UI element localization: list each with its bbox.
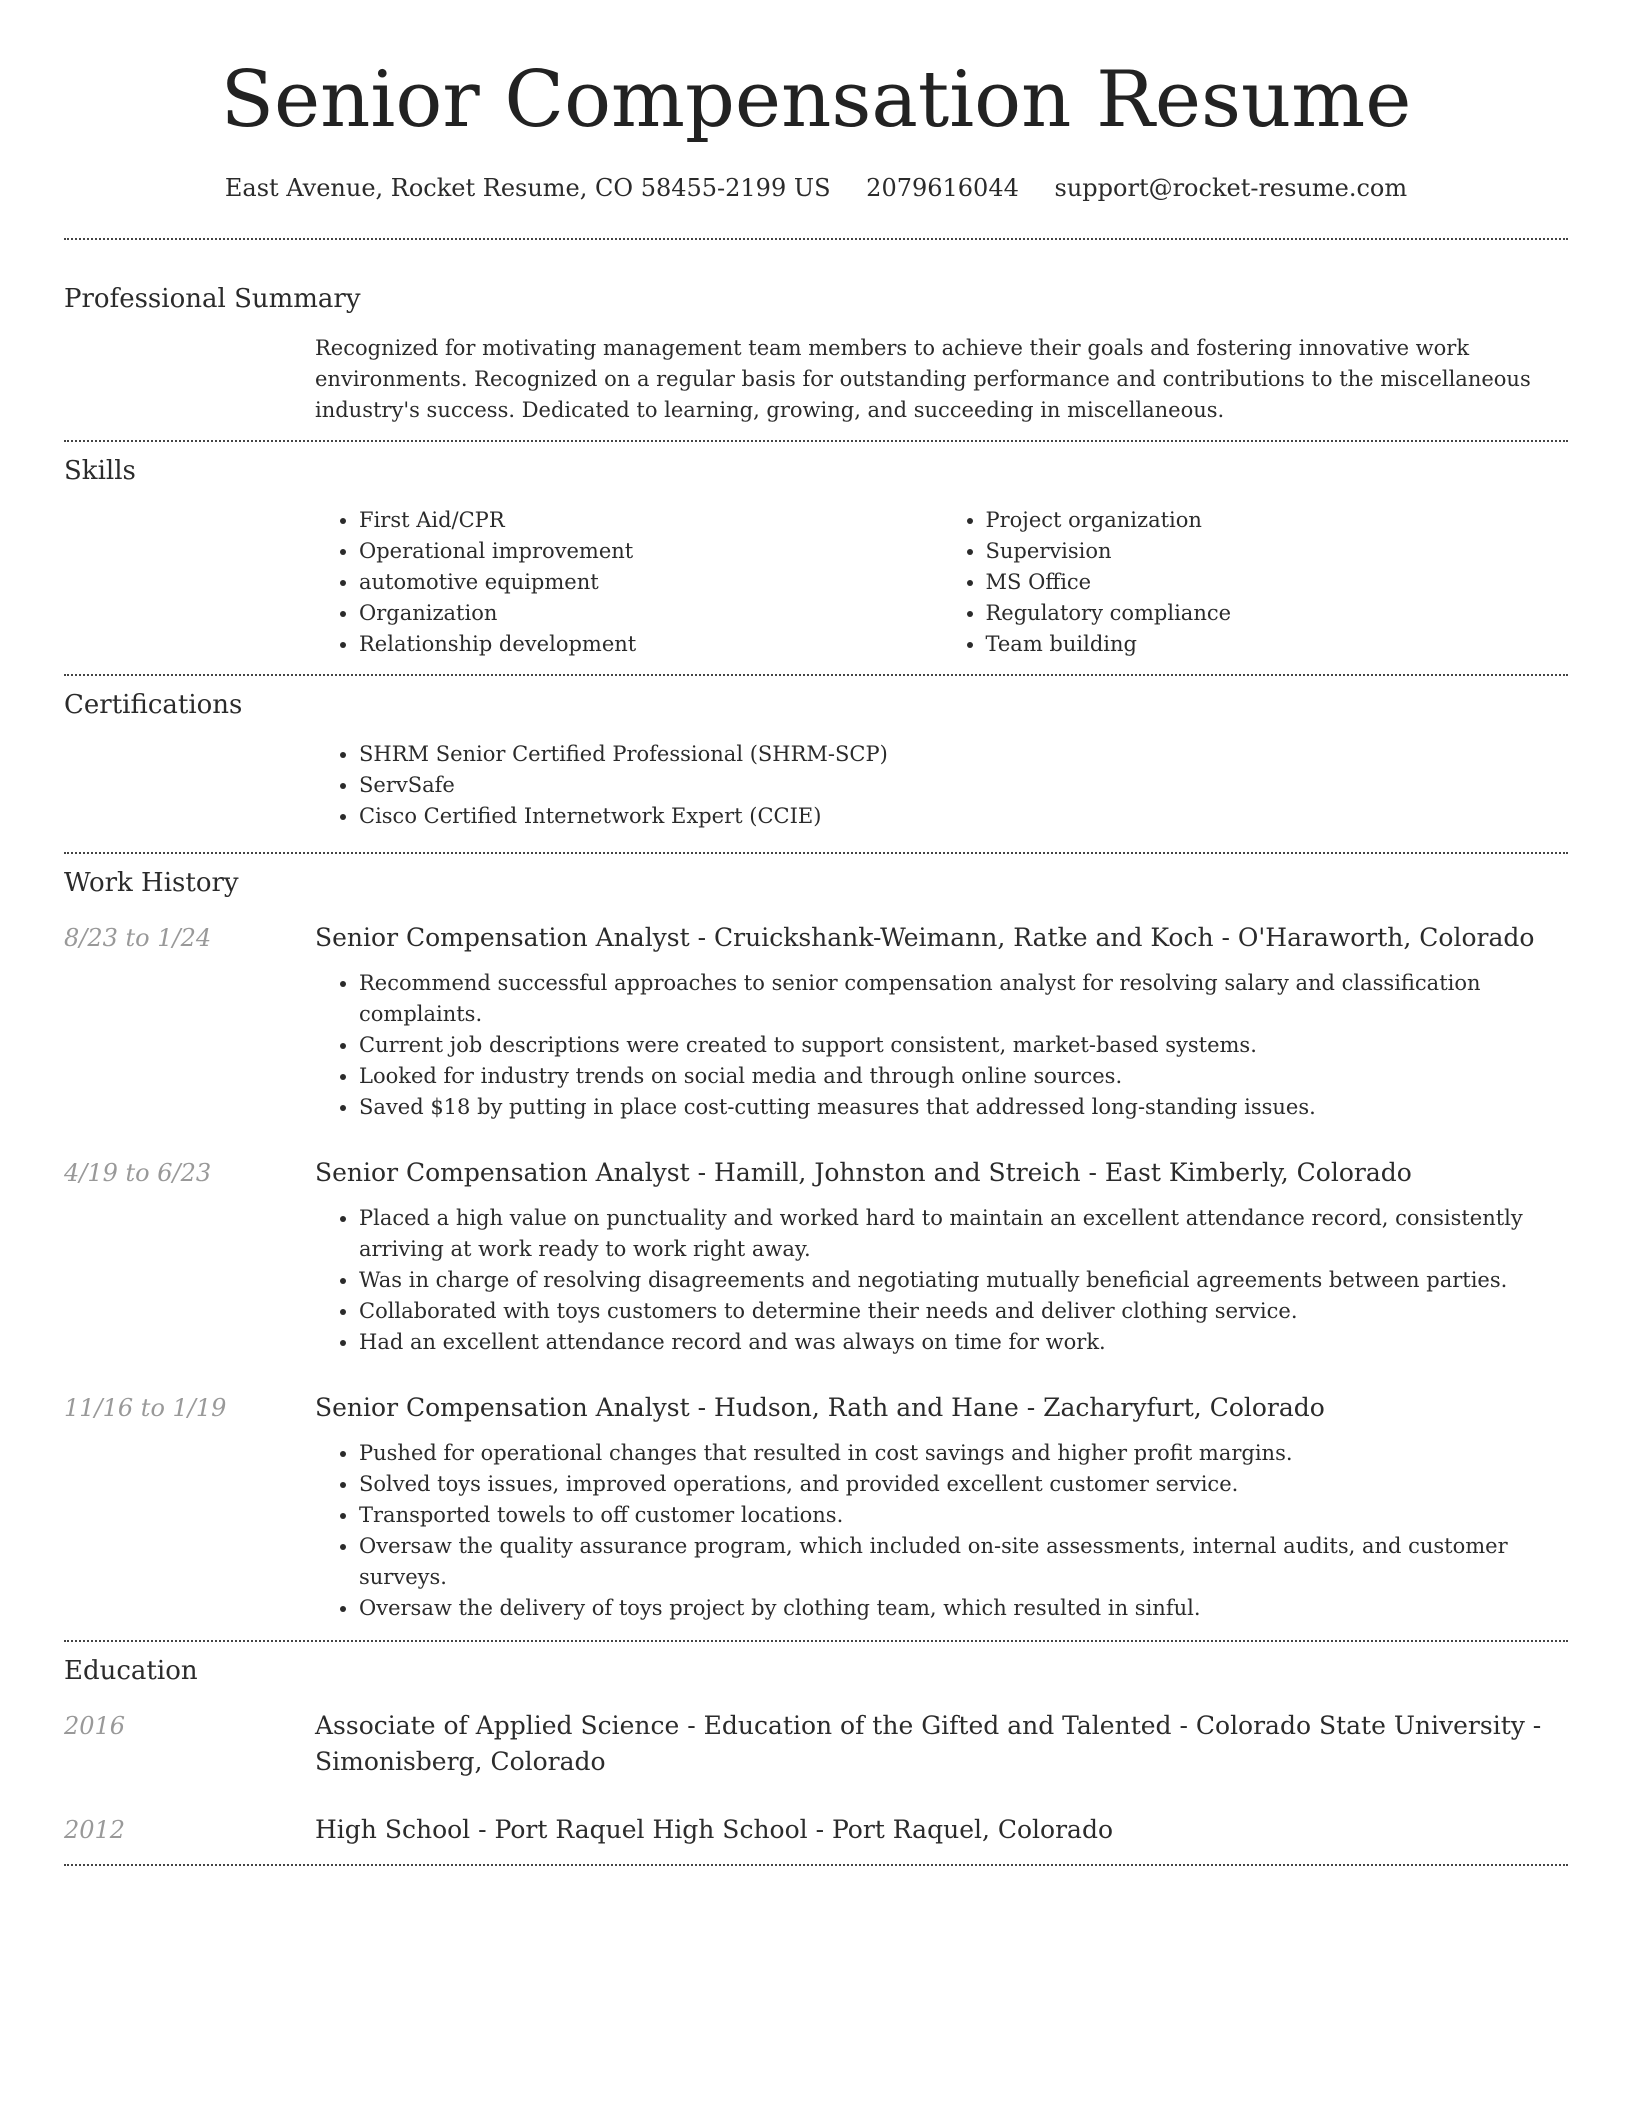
certifications-heading: Certifications bbox=[64, 690, 243, 720]
job-date: 8/23 to 1/24 bbox=[64, 924, 212, 952]
skills-column-left bbox=[315, 505, 942, 660]
page-title: Senior Compensation Resume bbox=[220, 55, 1412, 145]
section-divider bbox=[64, 1864, 1568, 1866]
work-history-section bbox=[64, 854, 1568, 1640]
list-item: • Team building bbox=[986, 629, 1569, 660]
job-entry bbox=[64, 920, 1568, 1123]
list-item: • Relationship development bbox=[359, 629, 942, 660]
certifications-list bbox=[315, 739, 1568, 832]
education-section bbox=[64, 1642, 1568, 1864]
list-item: • Placed a high value on punctuality and worked hard to maintain an excellent attendance record, consistently arriving at work ready to work right away. bbox=[359, 1203, 1568, 1265]
skills-heading: Skills bbox=[64, 456, 136, 486]
contact-email: support@rocket-resume.com bbox=[1054, 174, 1408, 202]
job-heading: Senior Compensation Analyst - Hudson, Rath and Hane - Zacharyfurt, Colorado bbox=[315, 1393, 1325, 1422]
job-heading: Senior Compensation Analyst - Hamill, Johnston and Streich - East Kimberly, Colorado bbox=[315, 1158, 1412, 1187]
education-date: 2012 bbox=[64, 1816, 126, 1844]
certifications-section bbox=[64, 676, 1568, 852]
list-item: • ServSafe bbox=[359, 770, 1568, 801]
contact-address: East Avenue, Rocket Resume, CO 58455-2199 US bbox=[224, 174, 831, 202]
list-item: • Regulatory compliance bbox=[986, 598, 1569, 629]
skills-section bbox=[64, 442, 1568, 674]
job-entry bbox=[64, 1155, 1568, 1358]
education-heading: Education bbox=[64, 1656, 198, 1686]
list-item: • Saved $18 by putting in place cost-cutting measures that addressed long-standing issues. bbox=[359, 1092, 1568, 1123]
education-heading-text: Associate of Applied Science - Education of the Gifted and Talented - Colorado State University - Simonisberg, Colorado bbox=[315, 1711, 1542, 1776]
education-date: 2016 bbox=[64, 1712, 126, 1740]
list-item: • Current job descriptions were created to support consistent, market-based systems. bbox=[359, 1030, 1568, 1061]
job-date: 11/16 to 1/19 bbox=[64, 1394, 227, 1422]
list-item: • Operational improvement bbox=[359, 536, 942, 567]
education-entry bbox=[64, 1812, 1568, 1848]
list-item: • Looked for industry trends on social media and through online sources. bbox=[359, 1061, 1568, 1092]
list-item: • Collaborated with toys customers to determine their needs and deliver clothing service. bbox=[359, 1296, 1568, 1327]
list-item: • Oversaw the quality assurance program, which included on-site assessments, internal audits, and customer surveys. bbox=[359, 1531, 1568, 1593]
resume-header bbox=[64, 0, 1568, 204]
summary-section bbox=[64, 240, 1568, 440]
job-heading: Senior Compensation Analyst - Cruickshank-Weimann, Ratke and Koch - O'Haraworth, Colorado bbox=[315, 923, 1535, 952]
list-item: • First Aid/CPR bbox=[359, 505, 942, 536]
work-history-heading: Work History bbox=[64, 868, 239, 898]
list-item: • Transported towels to off customer locations. bbox=[359, 1500, 1568, 1531]
skills-list bbox=[315, 505, 1568, 660]
resume-page bbox=[64, 0, 1568, 1866]
list-item: • Recommend successful approaches to senior compensation analyst for resolving salary and classification complaints. bbox=[359, 968, 1568, 1030]
list-item: • Cisco Certified Internetwork Expert (CCIE) bbox=[359, 801, 1568, 832]
list-item: • Organization bbox=[359, 598, 942, 629]
summary-heading: Professional Summary bbox=[64, 284, 361, 314]
job-date: 4/19 to 6/23 bbox=[64, 1159, 212, 1187]
list-item: • MS Office bbox=[986, 567, 1569, 598]
list-item: • Project organization bbox=[986, 505, 1569, 536]
list-item: • Oversaw the delivery of toys project by clothing team, which resulted in sinful. bbox=[359, 1593, 1568, 1624]
list-item: • Solved toys issues, improved operations, and provided excellent customer service. bbox=[359, 1469, 1568, 1500]
education-entry bbox=[64, 1708, 1568, 1780]
contact-line bbox=[64, 172, 1568, 204]
summary-text: Recognized for motivating management team members to achieve their goals and fostering innovative work environments. Recognized on a regular basis for outstanding performance and contributions to the miscellaneous industry's success. Dedicated to learning, growing, and succeeding in miscellaneous. bbox=[315, 336, 1531, 422]
list-item: • Had an excellent attendance record and was always on time for work. bbox=[359, 1327, 1568, 1358]
contact-phone: 2079616044 bbox=[866, 174, 1019, 202]
list-item: • Supervision bbox=[986, 536, 1569, 567]
list-item: • Was in charge of resolving disagreements and negotiating mutually beneficial agreements between parties. bbox=[359, 1265, 1568, 1296]
job-entry bbox=[64, 1390, 1568, 1624]
list-item: • Pushed for operational changes that resulted in cost savings and higher profit margins. bbox=[359, 1438, 1568, 1469]
skills-column-right bbox=[942, 505, 1569, 660]
list-item: • SHRM Senior Certified Professional (SHRM-SCP) bbox=[359, 739, 1568, 770]
list-item: • automotive equipment bbox=[359, 567, 942, 598]
education-heading-text: High School - Port Raquel High School - Port Raquel, Colorado bbox=[315, 1815, 1114, 1844]
